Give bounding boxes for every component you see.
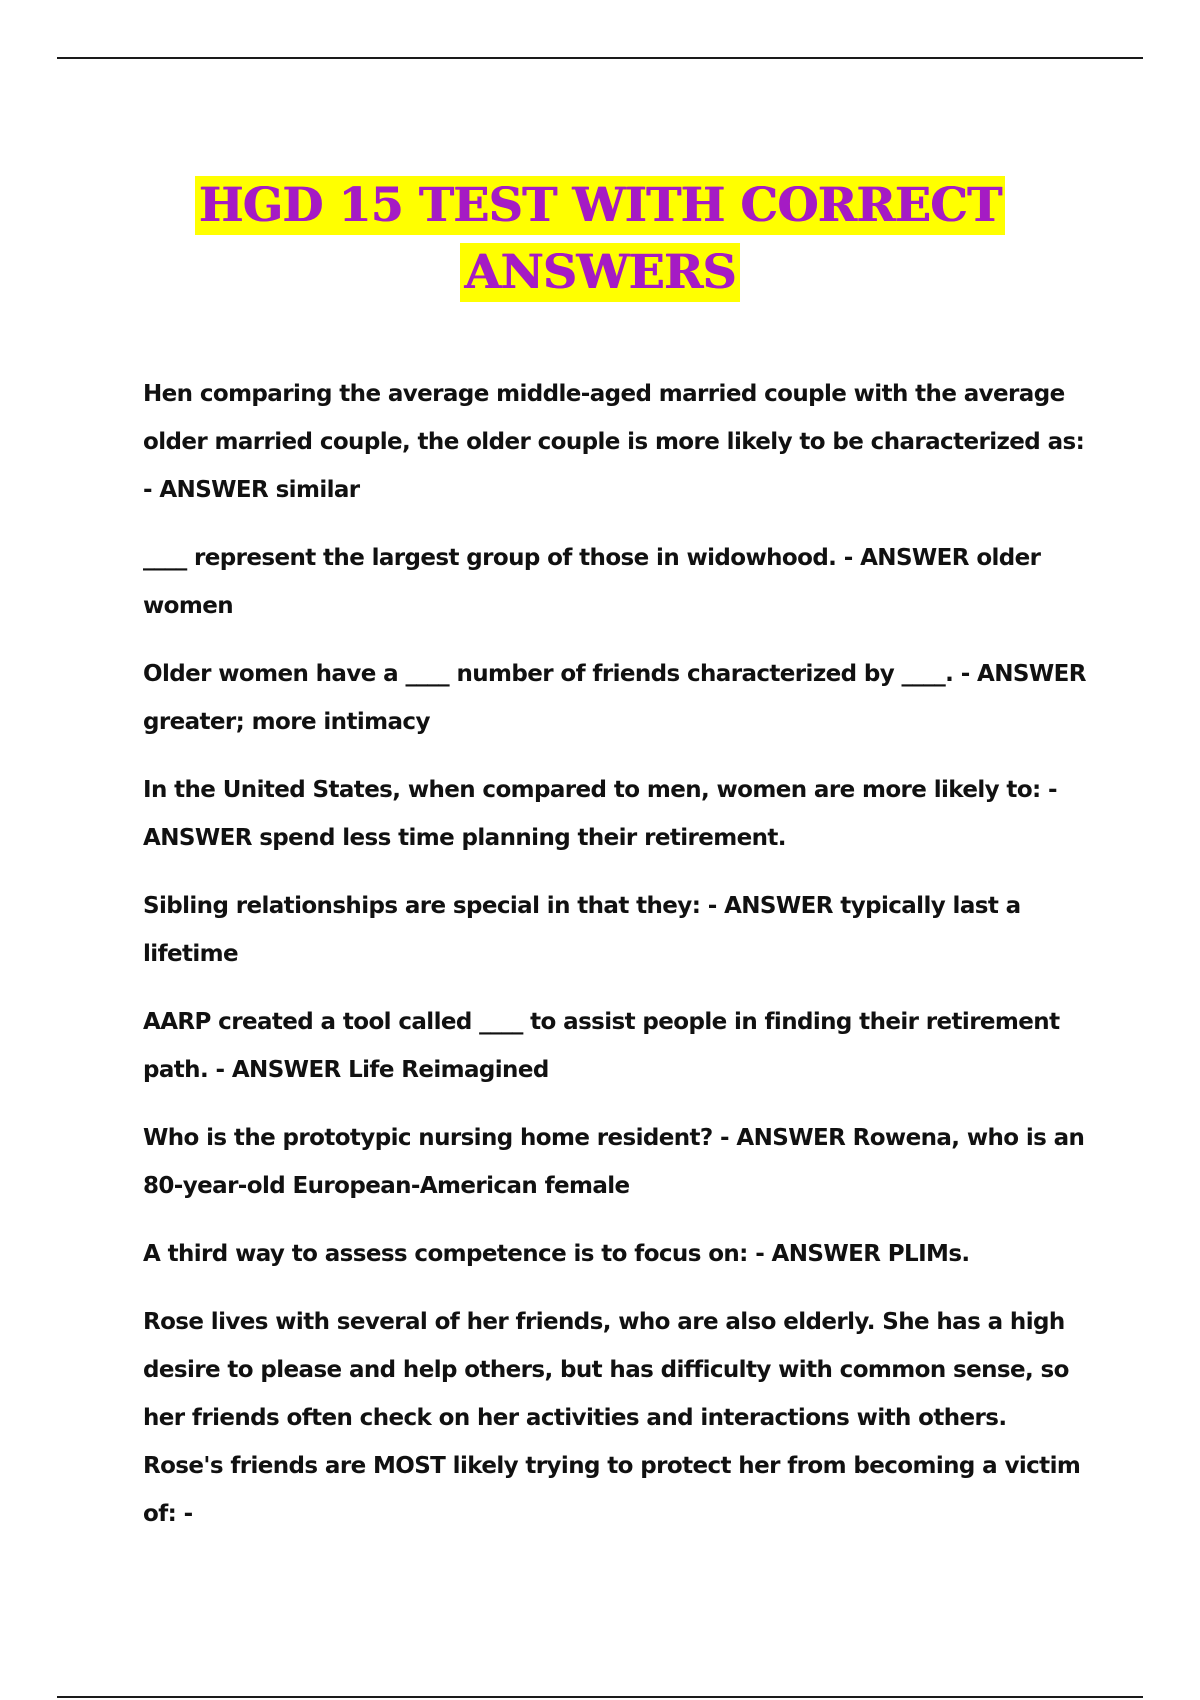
answer-separator: - ANSWER	[747, 1241, 888, 1267]
qa-item	[143, 370, 1093, 514]
answer-separator: - ANSWER	[953, 661, 1086, 687]
answer-text: PLIMs.	[887, 1241, 970, 1267]
answer-text: Rowena, who is an 80-year-old European-American female	[143, 1125, 1085, 1199]
answer-text: greater; more intimacy	[143, 709, 430, 735]
title-line-1: HGD 15 TEST WITH CORRECT	[195, 176, 1006, 235]
top-rule	[57, 57, 1143, 59]
document-title	[0, 172, 1200, 306]
qa-item	[143, 650, 1093, 746]
question-text: A third way to assess competence is to focus on:	[143, 1241, 748, 1267]
answer-text: Life Reimagined	[348, 1057, 549, 1083]
answer-separator: - ANSWER	[143, 477, 276, 503]
answer-separator: - ANSWER	[712, 1125, 853, 1151]
answer-text: typically last a lifetime	[143, 893, 1021, 967]
question-text: ____ represent the largest group of those in widowhood.	[143, 545, 837, 571]
question-text: Older women have a ____ number of friends characterized by ____.	[143, 661, 954, 687]
qa-list	[143, 370, 1093, 1558]
qa-item	[143, 1230, 1093, 1278]
qa-item	[143, 534, 1093, 630]
answer-text: older women	[143, 545, 1041, 619]
qa-item	[143, 998, 1093, 1094]
answer-text: similar	[275, 477, 360, 503]
question-text: In the United States, when compared to men, women are more likely to:	[143, 777, 1041, 803]
answer-separator: - ANSWER	[143, 777, 1057, 851]
answer-text: spend less time planning their retirement.	[259, 825, 786, 851]
answer-separator: - ANSWER	[700, 893, 841, 919]
answer-separator: - ANSWER	[836, 545, 977, 571]
qa-item	[143, 766, 1093, 862]
qa-item	[143, 1298, 1093, 1538]
title-line-2: ANSWERS	[460, 243, 739, 302]
qa-item	[143, 1114, 1093, 1210]
qa-item	[143, 882, 1093, 978]
question-text: Who is the prototypic nursing home resident?	[143, 1125, 713, 1151]
question-text: Rose lives with several of her friends, who are also elderly. She has a high desire to please and help others, but has difficulty with common sense, so her friends often check on her activities and interactions with others. Rose's friends are MOST likely trying to protect her from becoming a victim of: -	[143, 1309, 1081, 1527]
bottom-rule	[57, 1696, 1143, 1698]
answer-separator: - ANSWER	[208, 1057, 349, 1083]
question-text: Hen comparing the average middle-aged married couple with the average older married couple, the older couple is more likely to be characterized as:	[143, 381, 1085, 455]
question-text: AARP created a tool called ____ to assist people in finding their retirement path.	[143, 1009, 1060, 1083]
question-text: Sibling relationships are special in that they:	[143, 893, 701, 919]
